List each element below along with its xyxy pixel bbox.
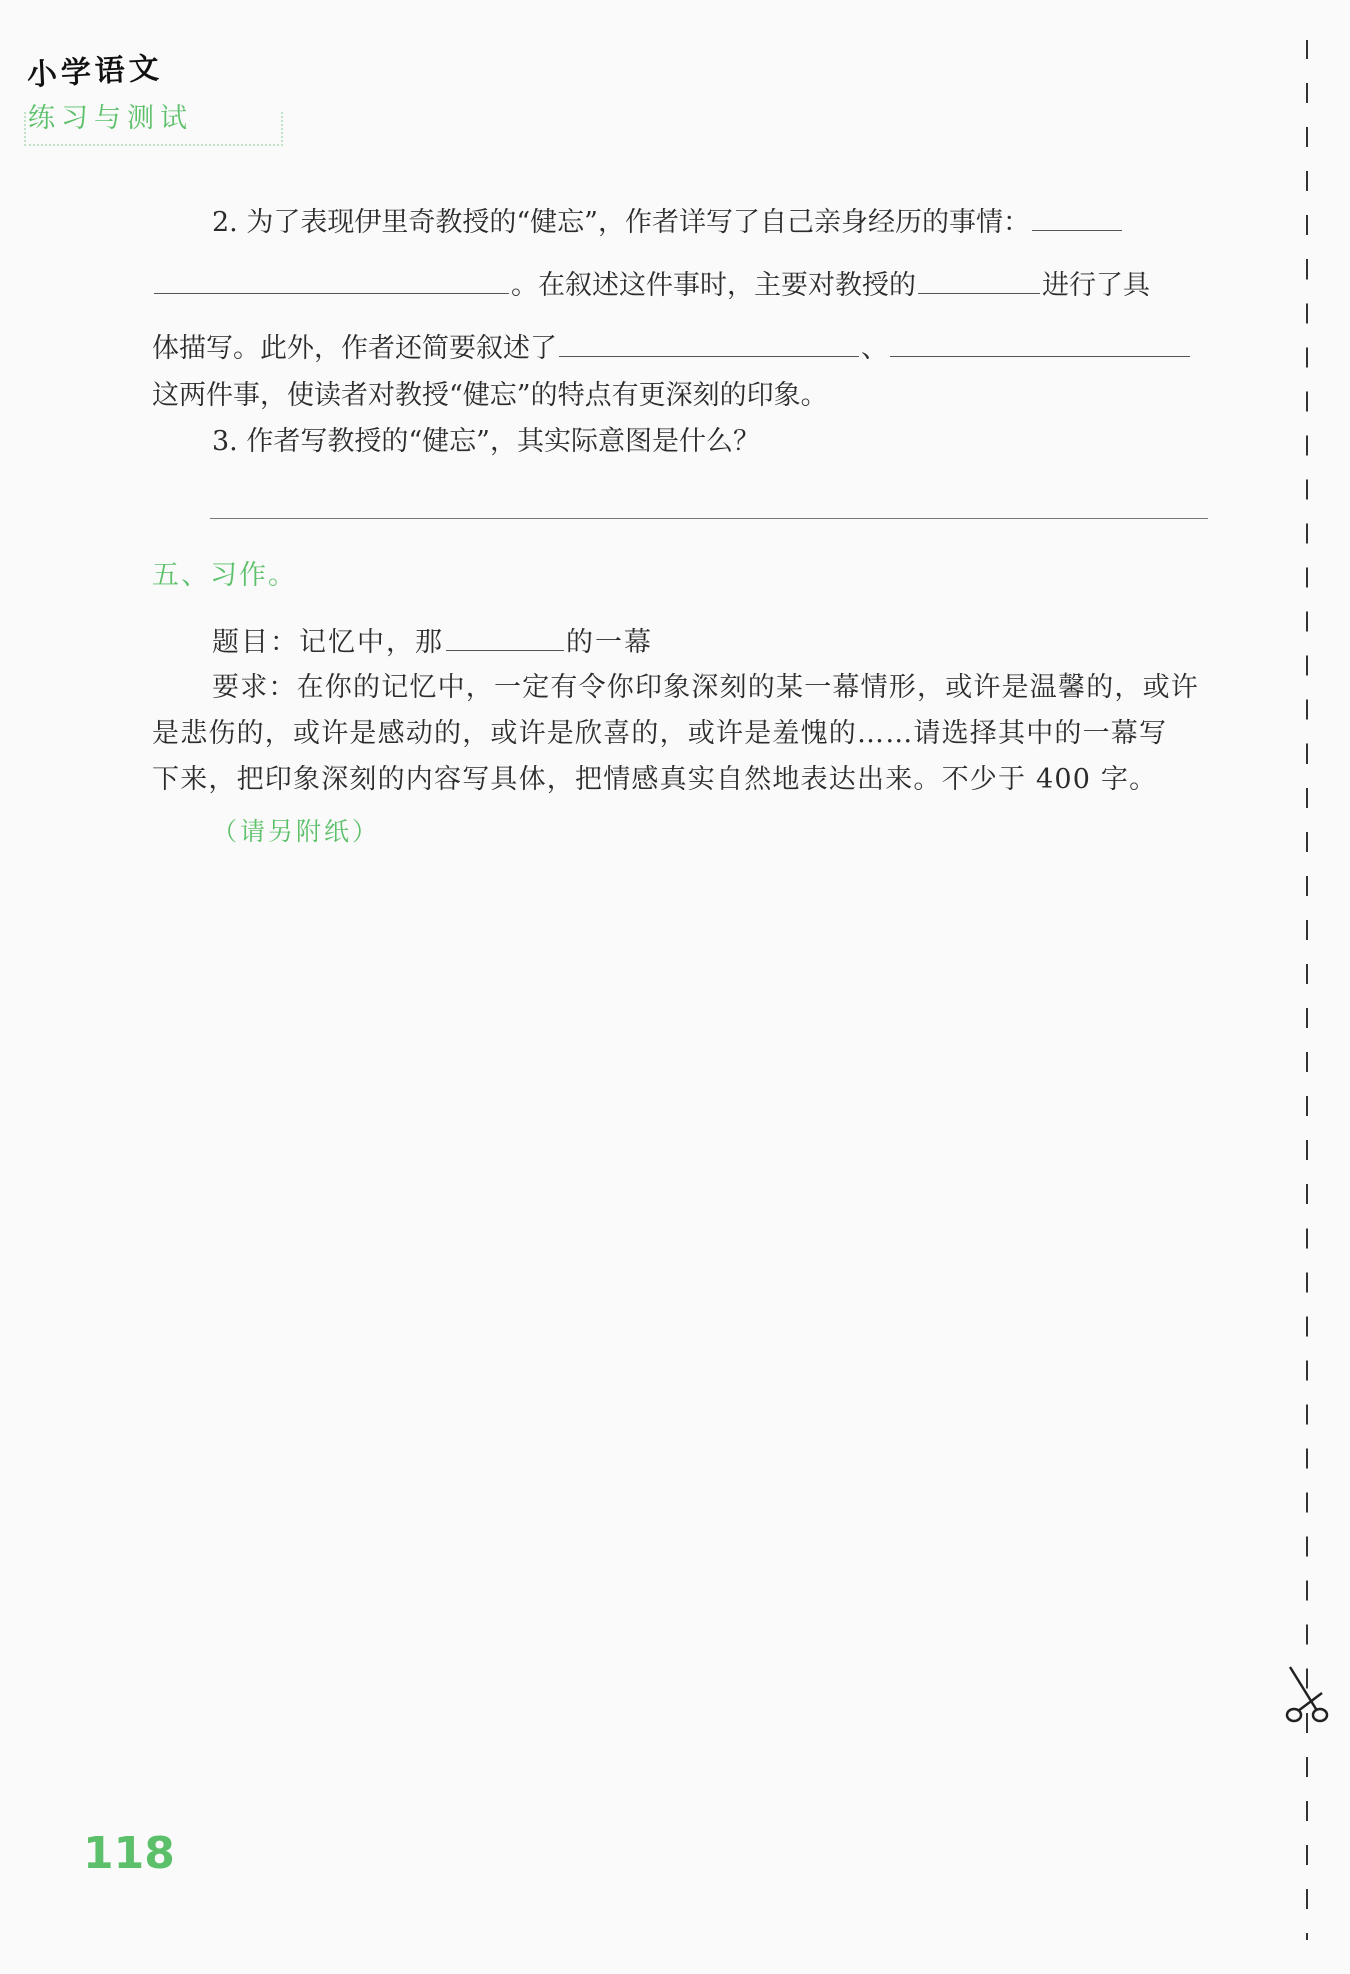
essay-requirement-2 bbox=[152, 716, 1167, 752]
q2-blank-5[interactable] bbox=[890, 330, 1190, 357]
q2-text-2: 。在叙述这件事时，主要对教授的 bbox=[511, 270, 916, 301]
q2-text-1: 2. 为了表现伊里奇教授的“健忘”，作者详写了自己亲身经历的事情： bbox=[212, 207, 1030, 238]
q2-text-4: 这两件事，使读者对教授“健忘”的特点有更深刻的印象。 bbox=[152, 380, 828, 411]
essay-topic-blank[interactable] bbox=[446, 624, 564, 651]
attach-paper-note: （请另附纸） bbox=[212, 817, 381, 846]
essay-req-text-2: 是悲伤的，或许是感动的，或许是欣喜的，或许是羞愧的……请选择其中的一幕写 bbox=[152, 718, 1168, 749]
q2-text-3: 体描写。此外，作者还简要叙述了 bbox=[152, 333, 557, 364]
q3-text: 3. 作者写教授的“健忘”，其实际意图是什么？ bbox=[212, 426, 760, 457]
book-brand bbox=[26, 50, 193, 134]
cut-dashed-line bbox=[1306, 40, 1308, 1940]
q2-line-1 bbox=[212, 204, 1124, 241]
q2-blank-4[interactable] bbox=[559, 330, 859, 357]
q2-blank-3[interactable] bbox=[918, 267, 1040, 294]
q2-line-3 bbox=[152, 330, 1192, 367]
page-number: 118 bbox=[83, 1828, 175, 1879]
scissors-icon bbox=[1282, 1665, 1330, 1725]
essay-req-text-1: 要求：在你的记忆中，一定有令你印象深刻的某一幕情形，或许是温馨的，或许 bbox=[212, 672, 1199, 703]
book-title: 小学语文 bbox=[26, 50, 164, 94]
essay-requirement-3 bbox=[152, 762, 1157, 798]
essay-topic-suffix: 的一幕 bbox=[566, 627, 653, 658]
q3-line bbox=[212, 424, 760, 460]
q2-blank-1[interactable] bbox=[1032, 204, 1122, 231]
section-5-title: 五、习作。 bbox=[152, 560, 297, 591]
essay-topic-prefix: 题目：记忆中，那 bbox=[212, 627, 444, 658]
brand-frame bbox=[24, 112, 283, 146]
essay-topic bbox=[212, 624, 653, 661]
q2-line-2 bbox=[152, 267, 1150, 304]
q2-text-2-end: 进行了具 bbox=[1042, 270, 1150, 301]
q3-answer-line[interactable] bbox=[210, 518, 1208, 519]
essay-requirement-1 bbox=[212, 670, 1199, 706]
essay-req-text-3: 下来，把印象深刻的内容写具体，把情感真实自然地表达出来。不少于 400 字。 bbox=[152, 764, 1158, 795]
q2-line-4 bbox=[152, 378, 828, 414]
book-subtitle: 练习与测试 bbox=[28, 103, 193, 134]
q2-blank-2[interactable] bbox=[154, 267, 509, 294]
q2-separator: 、 bbox=[861, 333, 888, 364]
